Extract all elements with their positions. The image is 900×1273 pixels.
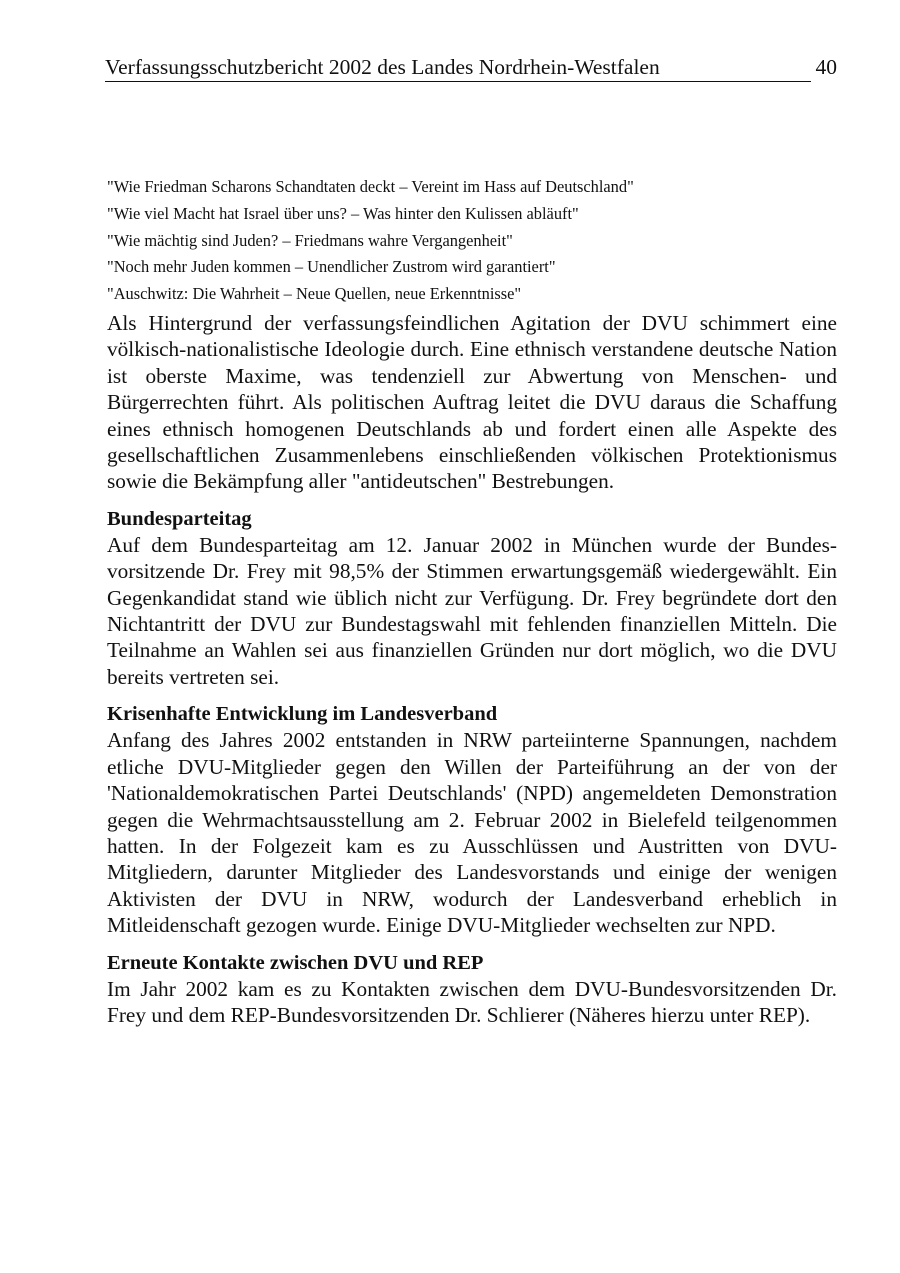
main-content <box>107 310 837 1028</box>
section-heading-bundesparteitag: Bundesparteitag <box>107 507 252 530</box>
quote-line: "Auschwitz: Die Wahrheit – Neue Quellen, neue Erkenntnisse" <box>107 284 522 304</box>
intro-paragraph: Als Hintergrund der verfassungsfeindlichen Agitation der DVU schimmert eine völkisch-nationalistische Ideologie durch. Eine ethnisch verstandene deutsche Nation ist oberste Maxime, was tendenziell zur Abwertung von Menschen- und Bürgerrechten führt. Als politischen Auftrag leitet die DVU daraus die Schaffung eines ethnisch homogenen Deutschlands ab und fordert einen alle Aspekte des gesellschaftlichen Zusammenlebens einschließenden völkischen Protektionismus sowie die Bekämpfung aller "antideutschen" Bestrebungen. <box>107 311 837 494</box>
page-header <box>105 54 837 84</box>
section-text-erneute-kontakte: Im Jahr 2002 kam es zu Kontakten zwischen dem DVU-Bundesvorsitzenden Dr. Frey und dem REP-Bundesvorsitzenden Dr. Schlierer (Näheres hierzu unter REP). <box>107 976 837 1027</box>
section-text-bundesparteitag: Auf dem Bundesparteitag am 12. Januar 2002 in München wurde der Bundesvorsitzende Dr. Frey mit 98,5% der Stimmen erwartungsgemäß wiedergewählt. Ein Gegenkandidat stand wie üblich nicht zur Verfügung. Dr. Frey begründete dort den Nichtantritt der DVU zur Bundestagswahl mit fehlenden finanziellen Mitteln. Die Teilnahme an Wahlen sei aus finanziellen Gründen nur dort möglich, wo die DVU bereits vertreten sei. <box>107 532 837 689</box>
quote-line: "Wie mächtig sind Juden? – Friedmans wahre Vergangenheit" <box>107 230 513 250</box>
header-divider <box>105 81 811 82</box>
section-heading-erneute-kontakte: Erneute Kontakte zwischen DVU und REP <box>107 951 484 974</box>
header-title: Verfassungsschutzbericht 2002 des Landes Nordrhein-Westfalen <box>105 55 660 79</box>
quote-list <box>107 174 837 308</box>
quote-line: "Noch mehr Juden kommen – Unendlicher Zustrom wird garantiert" <box>107 257 556 277</box>
section-heading-krisenhafte-entwicklung: Krisenhafte Entwicklung im Landesverband <box>107 703 498 726</box>
section-text-krisenhafte-entwicklung: Anfang des Jahres 2002 entstanden in NRW parteiinterne Spannungen, nachdem etliche DVU-Mitglieder gegen den Willen der Parteiführung an der von der 'Nationaldemokratischen Partei Deutschlands' (NPD) angemeldeten Demonstration gegen die Wehrmachtsausstellung am 2. Februar 2002 in Bielefeld teilgenommen hatten. In der Folgezeit kam es zu Ausschlüssen und Austritten von DVU-Mitgliedern, darunter Mitglieder des Landesvorstands und einige der wenigen Aktivisten der DVU in NRW, wodurch der Landesverband erheblich in Mitleidenschaft gezogen wurde. Einige DVU-Mitglieder wechselten zur NPD. <box>107 728 837 938</box>
quote-line: "Wie Friedman Scharons Schandtaten deckt – Vereint im Hass auf Deutschland" <box>107 177 634 196</box>
page-number: 40 <box>815 55 837 79</box>
quote-line: "Wie viel Macht hat Israel über uns? – Was hinter den Kulissen abläuft" <box>107 203 579 223</box>
